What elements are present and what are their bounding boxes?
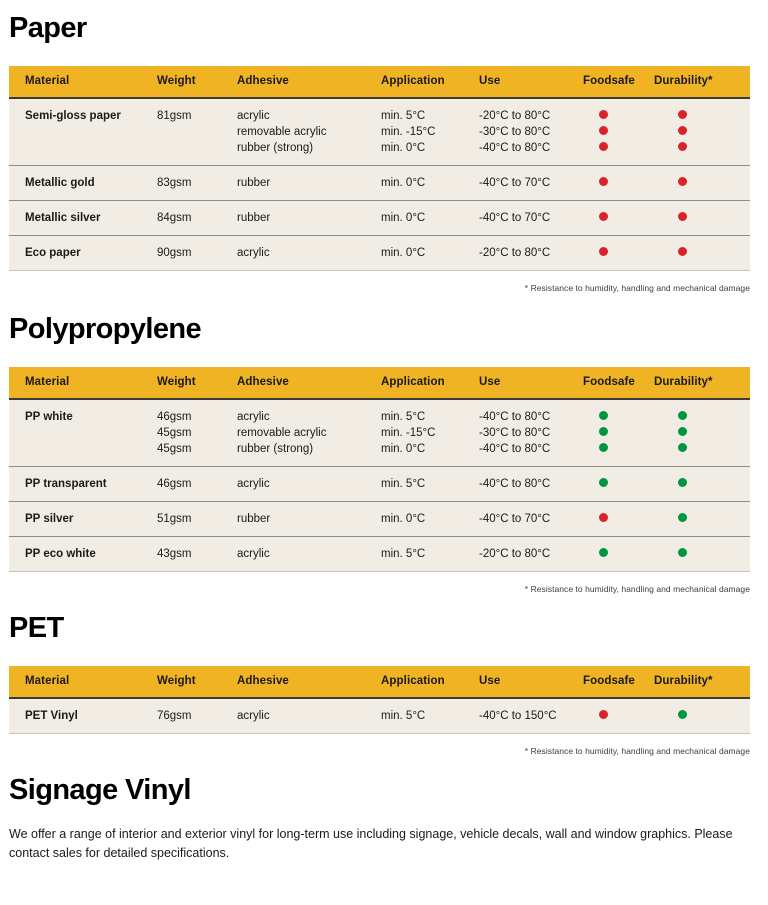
cell-line: min. -15°C [381, 126, 436, 138]
dot-stack [583, 108, 654, 156]
table-row [9, 502, 750, 537]
cell-line: min. 0°C [381, 443, 426, 455]
cell-material: Semi-gloss paper [9, 99, 157, 166]
cell-line: -40°C to 150°C [479, 710, 557, 722]
cell-line: min. 0°C [381, 513, 426, 525]
cell-adhesive [237, 99, 381, 166]
dot-row [599, 441, 654, 457]
cell-line: removable acrylic [237, 427, 327, 439]
polypropylene-table-body [9, 400, 750, 572]
cell-use [479, 467, 583, 502]
cell-use [479, 236, 583, 271]
table-header [9, 666, 750, 699]
cell-application [381, 236, 479, 271]
dot-row [599, 245, 654, 261]
cell-durability [654, 236, 750, 271]
dot-row [678, 140, 750, 156]
column-header-application: Application [381, 376, 445, 388]
cell-material: PP transparent [9, 467, 157, 502]
pet-spec-table [9, 666, 750, 734]
status-dot-green-icon [599, 411, 608, 420]
cell-weight [157, 99, 237, 166]
cell-line: rubber (strong) [237, 142, 314, 154]
dot-stack [583, 175, 654, 191]
cell-durability [654, 502, 750, 537]
status-dot-red-icon [599, 247, 608, 256]
cell-durability [654, 400, 750, 467]
column-header-adhesive: Adhesive [237, 675, 289, 687]
column-header-foodsafe: Foodsafe [583, 376, 635, 388]
cell-application [381, 699, 479, 734]
dot-row [599, 175, 654, 191]
table-row [9, 400, 750, 467]
dot-row [599, 140, 654, 156]
dot-row [599, 511, 654, 527]
cell-line: -40°C to 80°C [479, 443, 551, 455]
cell-line: -40°C to 70°C [479, 212, 551, 224]
cell-material: PP eco white [9, 537, 157, 572]
dot-row [599, 476, 654, 492]
column-header-adhesive: Adhesive [237, 376, 289, 388]
cell-line: acrylic [237, 710, 270, 722]
cell-line: min. 5°C [381, 411, 426, 423]
cell-use [479, 502, 583, 537]
cell-weight [157, 502, 237, 537]
table-row [9, 201, 750, 236]
cell-application [381, 400, 479, 467]
status-dot-red-icon [599, 710, 608, 719]
column-header-material: Material [25, 75, 70, 87]
cell-durability [654, 99, 750, 166]
status-dot-green-icon [678, 513, 687, 522]
cell-foodsafe [583, 201, 654, 236]
cell-line: 46gsm [157, 411, 192, 423]
table-header [9, 66, 750, 99]
column-header-weight: Weight [157, 376, 196, 388]
dot-row [678, 511, 750, 527]
column-header-use: Use [479, 75, 501, 87]
dot-row [678, 476, 750, 492]
cell-line: acrylic [237, 411, 270, 423]
cell-line: 90gsm [157, 247, 192, 259]
footnote-polypropylene: * Resistance to humidity, handling and mechanical damage [524, 584, 750, 594]
dot-row [599, 108, 654, 124]
cell-material: Metallic gold [9, 166, 157, 201]
cell-application [381, 166, 479, 201]
table-row [9, 467, 750, 502]
cell-line: 45gsm [157, 443, 192, 455]
status-dot-green-icon [678, 478, 687, 487]
column-header-weight: Weight [157, 675, 196, 687]
cell-durability [654, 201, 750, 236]
cell-adhesive [237, 537, 381, 572]
cell-line: min. 0°C [381, 177, 426, 189]
cell-line: -20°C to 80°C [479, 548, 551, 560]
cell-weight [157, 236, 237, 271]
cell-line: rubber (strong) [237, 443, 314, 455]
cell-line: -40°C to 80°C [479, 478, 551, 490]
column-header-durability: Durability* [654, 376, 713, 388]
cell-line: -40°C to 80°C [479, 411, 551, 423]
status-dot-red-icon [678, 212, 687, 221]
status-dot-green-icon [678, 710, 687, 719]
footnote-pet: * Resistance to humidity, handling and mechanical damage [524, 746, 750, 756]
cell-line: -20°C to 80°C [479, 110, 551, 122]
section-heading-signage-vinyl: Signage Vinyl [9, 774, 191, 806]
cell-adhesive [237, 699, 381, 734]
cell-line: 81gsm [157, 110, 192, 122]
cell-line: removable acrylic [237, 126, 327, 138]
dot-row [678, 546, 750, 562]
status-dot-red-icon [599, 110, 608, 119]
cell-use [479, 201, 583, 236]
dot-stack [583, 210, 654, 226]
dot-row [678, 175, 750, 191]
cell-line: acrylic [237, 548, 270, 560]
dot-row [678, 409, 750, 425]
cell-line: 84gsm [157, 212, 192, 224]
cell-line: acrylic [237, 247, 270, 259]
cell-durability [654, 699, 750, 734]
dot-stack [583, 245, 654, 261]
table-row [9, 99, 750, 166]
status-dot-red-icon [599, 513, 608, 522]
dot-stack [654, 708, 750, 724]
status-dot-green-icon [678, 411, 687, 420]
cell-application [381, 502, 479, 537]
cell-line: min. 5°C [381, 710, 426, 722]
cell-use [479, 537, 583, 572]
status-dot-red-icon [599, 126, 608, 135]
status-dot-red-icon [599, 212, 608, 221]
column-header-adhesive: Adhesive [237, 75, 289, 87]
column-header-foodsafe: Foodsafe [583, 675, 635, 687]
cell-line: rubber [237, 513, 271, 525]
dot-row [599, 708, 654, 724]
cell-durability [654, 467, 750, 502]
cell-foodsafe [583, 467, 654, 502]
dot-stack [654, 546, 750, 562]
table-header [9, 367, 750, 400]
dot-stack [583, 708, 654, 724]
column-header-material: Material [25, 675, 70, 687]
column-header-durability: Durability* [654, 75, 713, 87]
dot-row [678, 210, 750, 226]
cell-material: PET Vinyl [9, 699, 157, 734]
cell-application [381, 467, 479, 502]
status-dot-green-icon [678, 548, 687, 557]
table-row [9, 699, 750, 734]
cell-adhesive [237, 236, 381, 271]
cell-application [381, 537, 479, 572]
dot-row [599, 425, 654, 441]
column-header-durability: Durability* [654, 675, 713, 687]
dot-stack [583, 409, 654, 457]
dot-stack [583, 546, 654, 562]
cell-durability [654, 166, 750, 201]
status-dot-green-icon [678, 427, 687, 436]
cell-line: -30°C to 80°C [479, 427, 551, 439]
column-header-foodsafe: Foodsafe [583, 75, 635, 87]
status-dot-red-icon [678, 126, 687, 135]
dot-row [678, 245, 750, 261]
cell-foodsafe [583, 699, 654, 734]
dot-stack [654, 108, 750, 156]
cell-line: 76gsm [157, 710, 192, 722]
cell-foodsafe [583, 502, 654, 537]
dot-stack [583, 476, 654, 492]
cell-line: min. -15°C [381, 427, 436, 439]
column-header-material: Material [25, 376, 70, 388]
dot-stack [654, 511, 750, 527]
cell-adhesive [237, 467, 381, 502]
column-header-application: Application [381, 675, 445, 687]
footnote-paper: * Resistance to humidity, handling and mechanical damage [524, 283, 750, 293]
cell-use [479, 99, 583, 166]
cell-line: 51gsm [157, 513, 192, 525]
cell-weight [157, 166, 237, 201]
dot-row [599, 546, 654, 562]
dot-row [678, 708, 750, 724]
status-dot-green-icon [599, 478, 608, 487]
cell-line: -30°C to 80°C [479, 126, 551, 138]
column-header-use: Use [479, 675, 501, 687]
cell-material: Metallic silver [9, 201, 157, 236]
table-row [9, 236, 750, 271]
cell-foodsafe [583, 400, 654, 467]
status-dot-red-icon [599, 177, 608, 186]
cell-adhesive [237, 201, 381, 236]
status-dot-green-icon [599, 548, 608, 557]
section-heading-pet: PET [9, 612, 64, 644]
cell-foodsafe [583, 537, 654, 572]
dot-stack [583, 511, 654, 527]
dot-stack [654, 210, 750, 226]
polypropylene-spec-table [9, 367, 750, 572]
cell-material: PP silver [9, 502, 157, 537]
cell-line: acrylic [237, 478, 270, 490]
status-dot-red-icon [599, 142, 608, 151]
column-header-use: Use [479, 376, 501, 388]
cell-weight [157, 537, 237, 572]
cell-line: min. 0°C [381, 142, 426, 154]
cell-line: min. 5°C [381, 478, 426, 490]
dot-stack [654, 409, 750, 457]
cell-line: rubber [237, 212, 271, 224]
cell-application [381, 201, 479, 236]
status-dot-green-icon [678, 443, 687, 452]
cell-material: Eco paper [9, 236, 157, 271]
status-dot-green-icon [599, 443, 608, 452]
cell-material: PP white [9, 400, 157, 467]
cell-line: min. 5°C [381, 110, 426, 122]
dot-row [678, 108, 750, 124]
cell-line: min. 5°C [381, 548, 426, 560]
cell-durability [654, 537, 750, 572]
cell-line: min. 0°C [381, 247, 426, 259]
cell-line: 83gsm [157, 177, 192, 189]
cell-foodsafe [583, 99, 654, 166]
paper-spec-table [9, 66, 750, 271]
cell-application [381, 99, 479, 166]
cell-use [479, 166, 583, 201]
cell-weight [157, 467, 237, 502]
cell-use [479, 699, 583, 734]
dot-row [678, 124, 750, 140]
dot-row [678, 425, 750, 441]
cell-weight [157, 400, 237, 467]
cell-adhesive [237, 400, 381, 467]
cell-line: acrylic [237, 110, 270, 122]
dot-row [678, 441, 750, 457]
cell-line: -40°C to 80°C [479, 142, 551, 154]
signage-vinyl-description: We offer a range of interior and exterior vinyl for long-term use including signage, vehicle decals, wall and window graphics. Please contact sales for detailed specifications. [9, 827, 733, 860]
status-dot-red-icon [678, 247, 687, 256]
cell-line: 45gsm [157, 427, 192, 439]
pet-table-body [9, 699, 750, 734]
cell-line: 43gsm [157, 548, 192, 560]
status-dot-red-icon [678, 110, 687, 119]
column-header-weight: Weight [157, 75, 196, 87]
cell-weight [157, 201, 237, 236]
section-heading-paper: Paper [9, 12, 87, 44]
cell-line: 46gsm [157, 478, 192, 490]
table-row [9, 537, 750, 572]
cell-use [479, 400, 583, 467]
cell-adhesive [237, 502, 381, 537]
dot-stack [654, 476, 750, 492]
cell-line: -20°C to 80°C [479, 247, 551, 259]
cell-line: min. 0°C [381, 212, 426, 224]
cell-foodsafe [583, 166, 654, 201]
status-dot-green-icon [599, 427, 608, 436]
cell-weight [157, 699, 237, 734]
paper-table-body [9, 99, 750, 271]
cell-adhesive [237, 166, 381, 201]
status-dot-red-icon [678, 177, 687, 186]
status-dot-red-icon [678, 142, 687, 151]
cell-foodsafe [583, 236, 654, 271]
dot-stack [654, 175, 750, 191]
column-header-application: Application [381, 75, 445, 87]
section-heading-polypropylene: Polypropylene [9, 313, 202, 345]
cell-line: rubber [237, 177, 271, 189]
dot-row [599, 409, 654, 425]
dot-row [599, 124, 654, 140]
dot-row [599, 210, 654, 226]
table-row [9, 166, 750, 201]
cell-line: -40°C to 70°C [479, 513, 551, 525]
cell-line: -40°C to 70°C [479, 177, 551, 189]
dot-stack [654, 245, 750, 261]
